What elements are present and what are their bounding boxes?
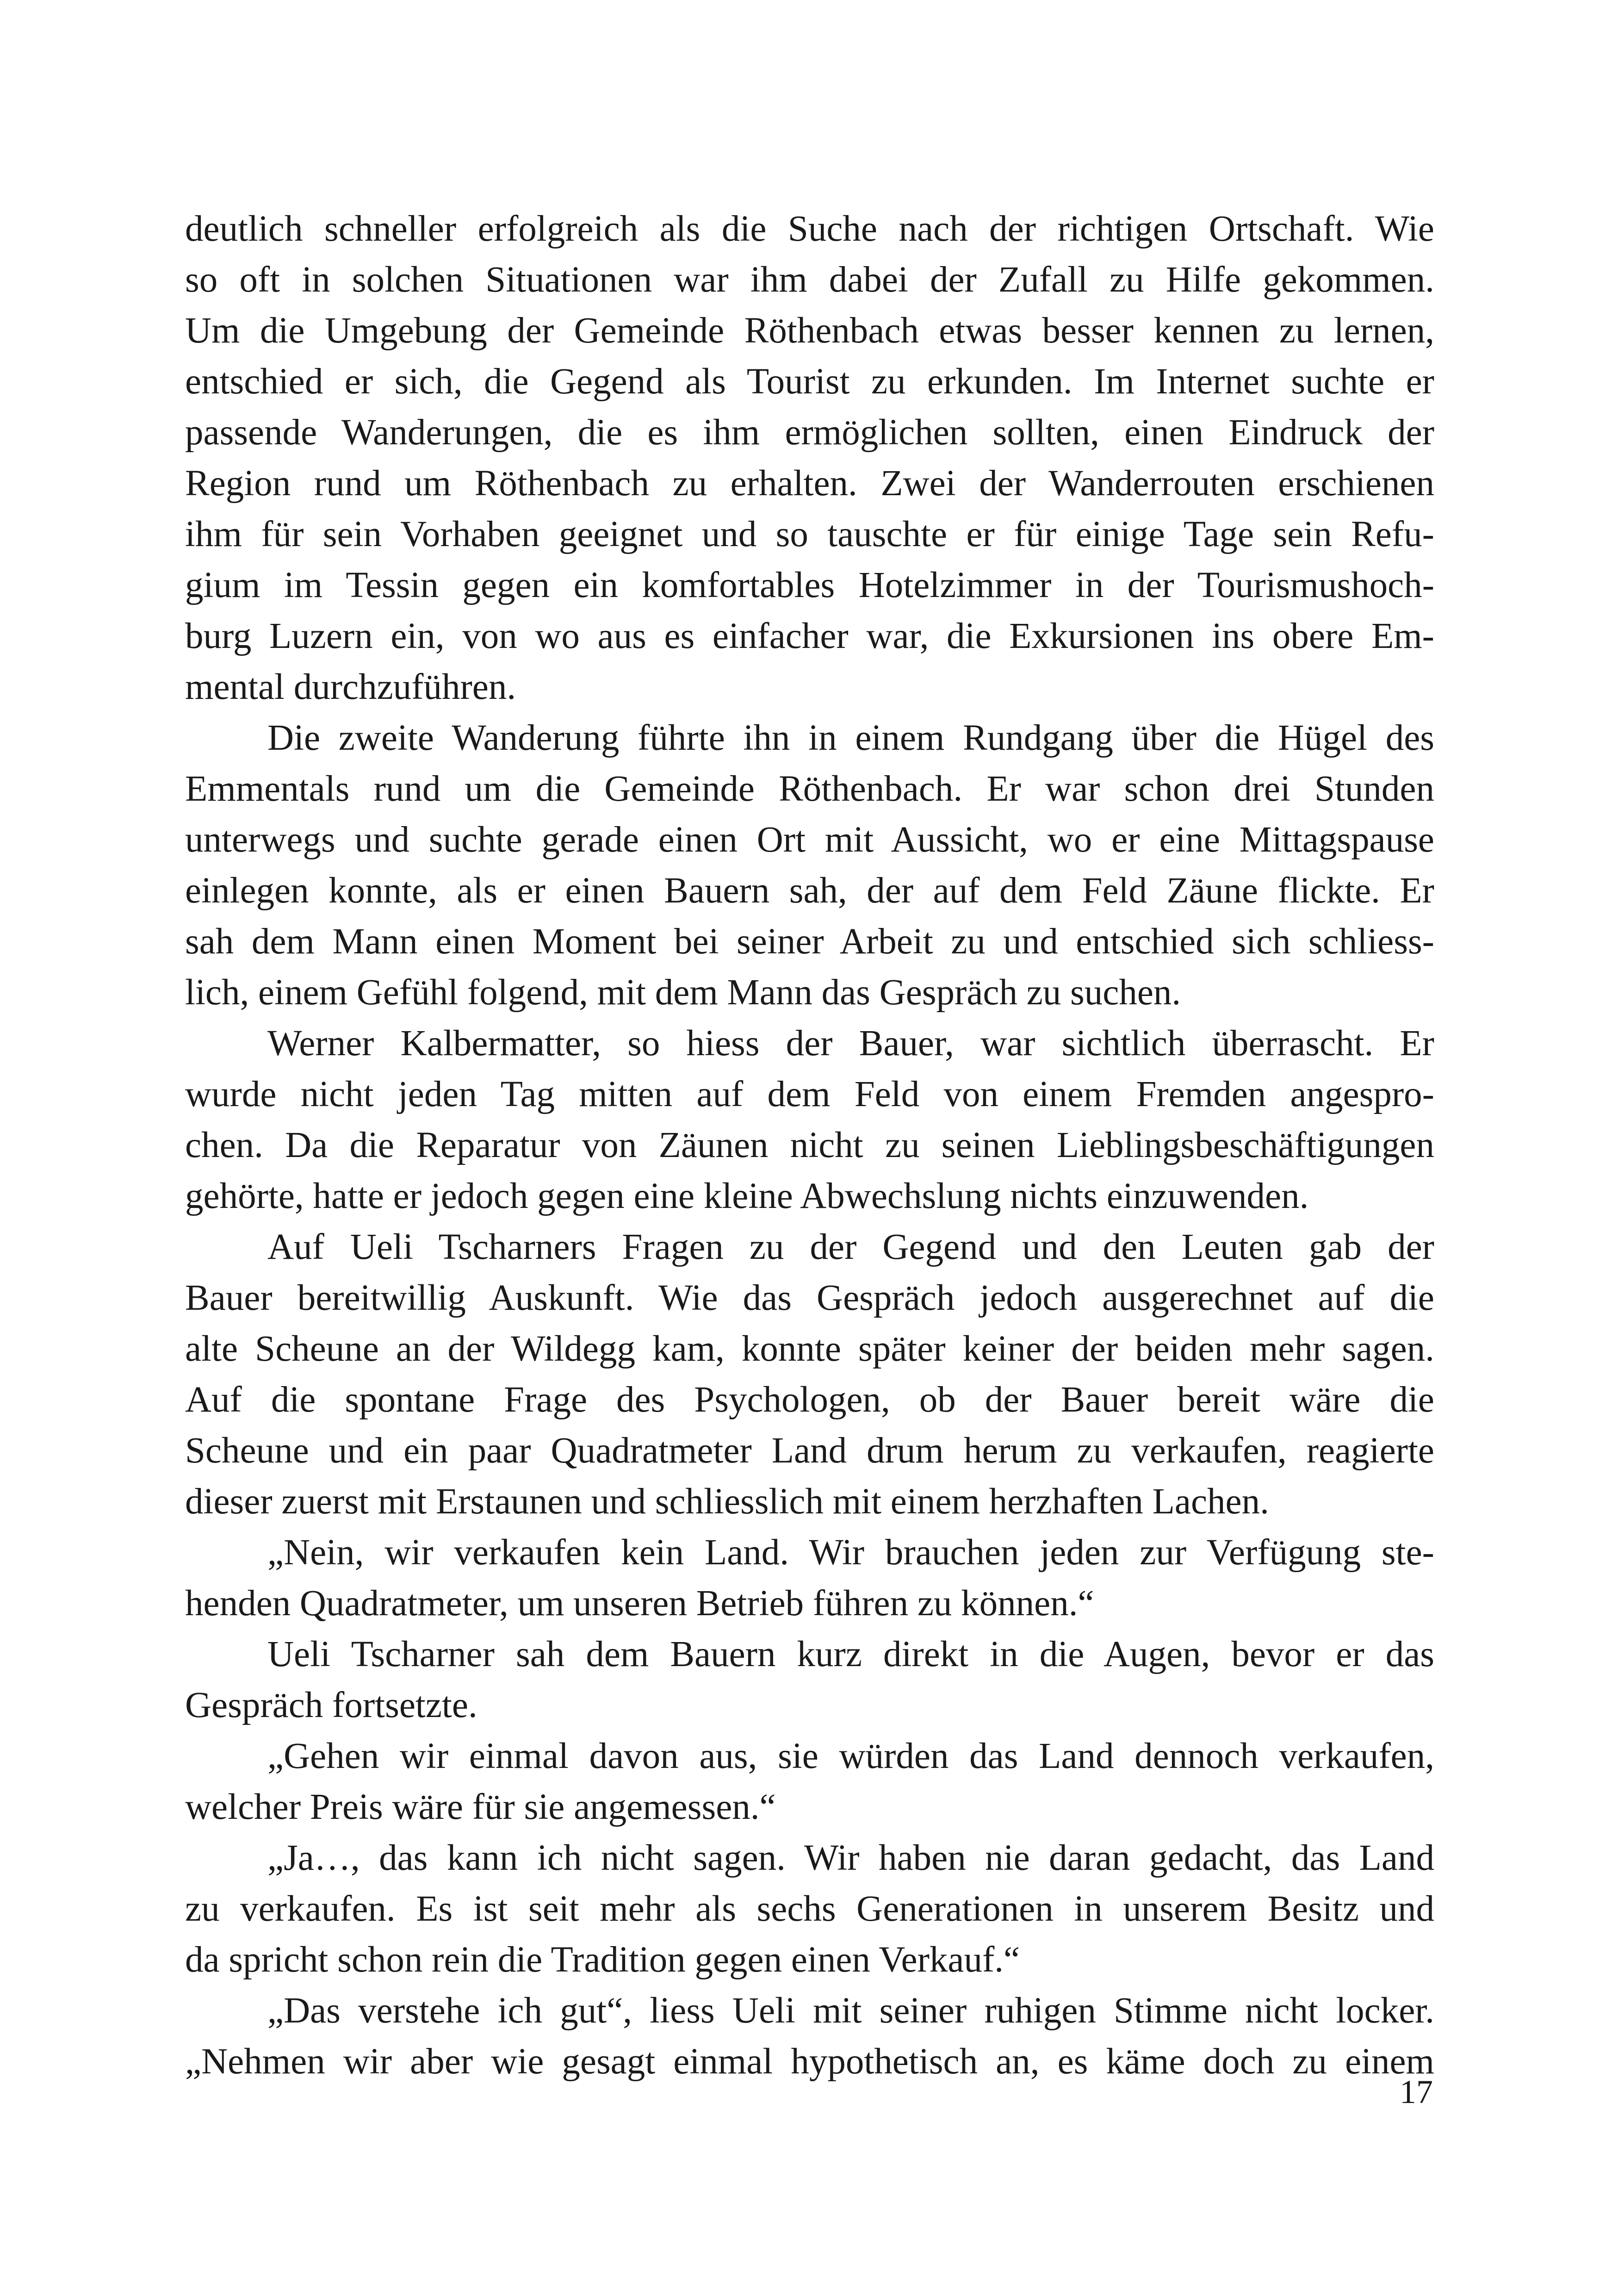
text-line: Gespräch fortsetzte. [185,1685,477,1725]
text-line: unterwegs und suchte gerade einen Ort mit Aussicht, wo er eine Mittagspause [185,820,1434,860]
text-line: einlegen konnte, als er einen Bauern sah, der auf dem Feld Zäune flickte. Er [185,871,1434,911]
text-line: gium im Tessin gegen ein komfortables Hotelzimmer in der Tourismushoch- [185,565,1434,605]
text-line: chen. Da die Reparatur von Zäunen nicht zu seinen Lieblingsbeschäftigungen [185,1125,1434,1165]
text-line: Bauer bereitwillig Auskunft. Wie das Gespräch jedoch ausgerechnet auf die [185,1278,1434,1318]
text-line: Um die Umgebung der Gemeinde Röthenbach etwas besser kennen zu lernen, [185,311,1434,351]
page-number: 17 [1400,2073,1433,2110]
text-line: Auf die spontane Frage des Psychologen, ob der Bauer bereit wäre die [185,1380,1434,1420]
book-page-text [185,204,1434,2087]
text-line: „Das verstehe ich gut“, liess Ueli mit seiner ruhigen Stimme nicht locker. [267,1991,1434,2031]
text-line: „Ja…, das kann ich nicht sagen. Wir haben nie daran gedacht, das Land [267,1838,1434,1878]
text-line: „Nein, wir verkaufen kein Land. Wir brauchen jeden zur Verfügung ste- [267,1532,1434,1573]
text-line: so oft in solchen Situationen war ihm dabei der Zufall zu Hilfe gekommen. [185,260,1434,300]
text-line: „Gehen wir einmal davon aus, sie würden das Land dennoch verkaufen, [267,1736,1434,1776]
text-line: ihm für sein Vorhaben geeignet und so tauschte er für einige Tage sein Refu- [185,514,1434,554]
text-line: lich, einem Gefühl folgend, mit dem Mann das Gespräch zu suchen. [185,972,1181,1013]
text-line: alte Scheune an der Wildegg kam, konnte später keiner der beiden mehr sagen. [185,1329,1434,1369]
text-line: mental durchzuführen. [185,667,516,707]
text-line: „Nehmen wir aber wie gesagt einmal hypothetisch an, es käme doch zu einem [185,2041,1434,2082]
text-line: Werner Kalbermatter, so hiess der Bauer, war sichtlich überrascht. Er [267,1023,1434,1064]
text-line: wurde nicht jeden Tag mitten auf dem Feld von einem Fremden angespro- [185,1074,1434,1114]
text-line: burg Luzern ein, von wo aus es einfacher war, die Exkursionen ins obere Em- [185,616,1434,656]
text-line: Die zweite Wanderung führte ihn in einem Rundgang über die Hügel des [267,718,1434,758]
text-line: Scheune und ein paar Quadratmeter Land drum herum zu verkaufen, reagierte [185,1431,1434,1471]
text-line: passende Wanderungen, die es ihm ermöglichen sollten, einen Eindruck der [185,412,1434,453]
text-line: entschied er sich, die Gegend als Tourist zu erkunden. Im Internet suchte er [185,361,1434,402]
text-line: gehörte, hatte er jedoch gegen eine kleine Abwechslung nichts einzuwenden. [185,1176,1309,1216]
text-line: dieser zuerst mit Erstaunen und schliesslich mit einem herzhaften Lachen. [185,1481,1269,1522]
text-line: welcher Preis wäre für sie angemessen.“ [185,1787,776,1827]
text-line: deutlich schneller erfolgreich als die Suche nach der richtigen Ortschaft. Wie [185,209,1434,249]
text-line: Emmentals rund um die Gemeinde Röthenbach. Er war schon drei Stunden [185,769,1434,809]
text-line: Ueli Tscharner sah dem Bauern kurz direkt in die Augen, bevor er das [267,1634,1434,1674]
text-line: zu verkaufen. Es ist seit mehr als sechs Generationen in unserem Besitz und [185,1889,1434,1929]
text-line: da spricht schon rein die Tradition gegen einen Verkauf.“ [185,1940,1020,1980]
text-line: Region rund um Röthenbach zu erhalten. Zwei der Wanderrouten erschienen [185,463,1434,504]
text-line: Auf Ueli Tscharners Fragen zu der Gegend und den Leuten gab der [267,1227,1434,1267]
text-line: sah dem Mann einen Moment bei seiner Arbeit zu und entschied sich schliess- [185,921,1434,962]
text-line: henden Quadratmeter, um unseren Betrieb führen zu können.“ [185,1583,1094,1624]
